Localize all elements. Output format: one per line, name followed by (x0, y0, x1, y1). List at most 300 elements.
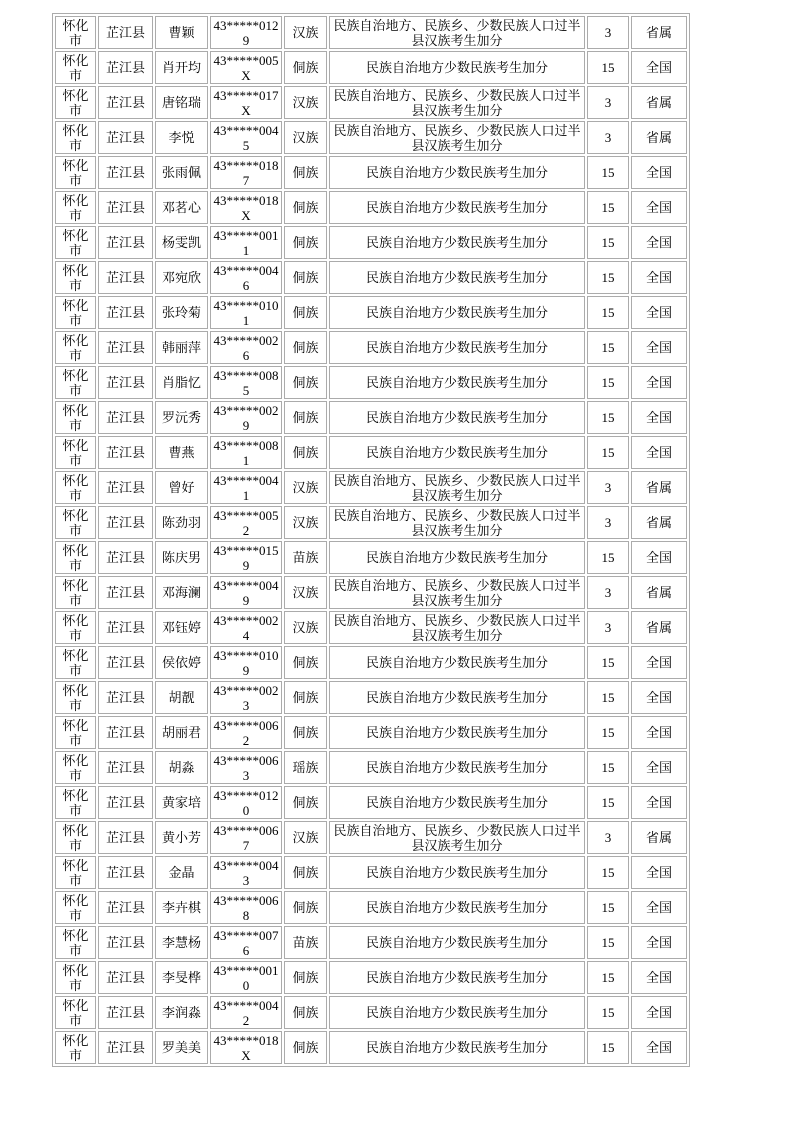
cell-city: 怀化市 (55, 821, 96, 854)
cell-county: 芷江县 (98, 16, 153, 49)
cell-bonus-reason: 民族自治地方少数民族考生加分 (329, 961, 585, 994)
id-number-main: 43*****018 (213, 1032, 279, 1048)
cell-ethnicity: 汉族 (284, 16, 327, 49)
table-row (55, 226, 687, 259)
cell-scope: 省属 (631, 576, 687, 609)
cell-id-number (210, 51, 282, 84)
cell-county: 芷江县 (98, 51, 153, 84)
cell-ethnicity: 瑶族 (284, 751, 327, 784)
cell-bonus-reason: 民族自治地方少数民族考生加分 (329, 261, 585, 294)
cell-ethnicity: 侗族 (284, 296, 327, 329)
table-row (55, 51, 687, 84)
cell-county: 芷江县 (98, 296, 153, 329)
cell-bonus-points: 15 (587, 261, 629, 294)
cell-student-name: 唐铭瑞 (155, 86, 208, 119)
cell-student-name: 曹颖 (155, 16, 208, 49)
cell-ethnicity: 侗族 (284, 156, 327, 189)
cell-ethnicity: 侗族 (284, 646, 327, 679)
cell-city: 怀化市 (55, 891, 96, 924)
cell-id-number (210, 751, 282, 784)
id-number-last-char: 2 (242, 732, 250, 748)
id-number-last-char: 9 (242, 557, 250, 573)
cell-ethnicity: 侗族 (284, 331, 327, 364)
id-number-main: 43*****010 (213, 647, 279, 663)
cell-county: 芷江县 (98, 156, 153, 189)
cell-city: 怀化市 (55, 296, 96, 329)
id-number-main: 43*****004 (213, 262, 279, 278)
cell-city: 怀化市 (55, 751, 96, 784)
cell-bonus-reason: 民族自治地方少数民族考生加分 (329, 296, 585, 329)
id-number-last-char: X (241, 207, 251, 223)
cell-city: 怀化市 (55, 541, 96, 574)
cell-student-name: 邓钰婷 (155, 611, 208, 644)
table-row (55, 296, 687, 329)
cell-student-name: 张玲菊 (155, 296, 208, 329)
cell-scope: 全国 (631, 191, 687, 224)
id-number-main: 43*****002 (213, 682, 279, 698)
cell-id-number (210, 296, 282, 329)
cell-bonus-points: 15 (587, 541, 629, 574)
cell-county: 芷江县 (98, 996, 153, 1029)
cell-student-name: 韩丽萍 (155, 331, 208, 364)
cell-ethnicity: 侗族 (284, 786, 327, 819)
cell-id-number (210, 366, 282, 399)
cell-county: 芷江县 (98, 541, 153, 574)
id-number-main: 43*****007 (213, 927, 279, 943)
cell-id-number (210, 86, 282, 119)
cell-student-name: 黄小芳 (155, 821, 208, 854)
table-row (55, 121, 687, 154)
cell-county: 芷江县 (98, 121, 153, 154)
cell-scope: 全国 (631, 891, 687, 924)
cell-city: 怀化市 (55, 401, 96, 434)
cell-id-number (210, 541, 282, 574)
cell-ethnicity: 侗族 (284, 226, 327, 259)
id-number-main: 43*****005 (213, 507, 279, 523)
cell-bonus-reason: 民族自治地方少数民族考生加分 (329, 891, 585, 924)
cell-bonus-points: 15 (587, 856, 629, 889)
cell-ethnicity: 侗族 (284, 996, 327, 1029)
cell-bonus-reason: 民族自治地方、民族乡、少数民族人口过半县汉族考生加分 (329, 86, 585, 119)
cell-city: 怀化市 (55, 506, 96, 539)
cell-city: 怀化市 (55, 331, 96, 364)
cell-city: 怀化市 (55, 471, 96, 504)
cell-id-number (210, 996, 282, 1029)
id-number-main: 43*****006 (213, 752, 279, 768)
cell-bonus-points: 15 (587, 331, 629, 364)
id-number-last-char: 8 (242, 907, 250, 923)
cell-ethnicity: 侗族 (284, 436, 327, 469)
cell-id-number (210, 261, 282, 294)
cell-bonus-reason: 民族自治地方少数民族考生加分 (329, 436, 585, 469)
cell-county: 芷江县 (98, 786, 153, 819)
id-number-last-char: 9 (242, 662, 250, 678)
cell-county: 芷江县 (98, 471, 153, 504)
bonus-points-table (52, 13, 690, 1067)
id-number-last-char: 3 (242, 697, 250, 713)
cell-scope: 全国 (631, 226, 687, 259)
cell-scope: 全国 (631, 926, 687, 959)
cell-student-name: 金晶 (155, 856, 208, 889)
cell-city: 怀化市 (55, 646, 96, 679)
cell-student-name: 肖脂忆 (155, 366, 208, 399)
cell-id-number (210, 786, 282, 819)
cell-bonus-reason: 民族自治地方、民族乡、少数民族人口过半县汉族考生加分 (329, 506, 585, 539)
cell-scope: 全国 (631, 996, 687, 1029)
cell-id-number (210, 926, 282, 959)
id-number-last-char: 2 (242, 522, 250, 538)
cell-bonus-points: 15 (587, 751, 629, 784)
cell-scope: 省属 (631, 16, 687, 49)
cell-county: 芷江县 (98, 191, 153, 224)
cell-student-name: 李悦 (155, 121, 208, 154)
cell-bonus-reason: 民族自治地方少数民族考生加分 (329, 401, 585, 434)
id-number-last-char: 9 (242, 592, 250, 608)
id-number-last-char: 3 (242, 767, 250, 783)
cell-county: 芷江县 (98, 261, 153, 294)
cell-ethnicity: 侗族 (284, 366, 327, 399)
cell-bonus-reason: 民族自治地方少数民族考生加分 (329, 1031, 585, 1064)
cell-bonus-reason: 民族自治地方少数民族考生加分 (329, 366, 585, 399)
table-row (55, 156, 687, 189)
cell-city: 怀化市 (55, 121, 96, 154)
cell-bonus-points: 15 (587, 926, 629, 959)
cell-bonus-points: 3 (587, 471, 629, 504)
cell-bonus-points: 15 (587, 786, 629, 819)
cell-bonus-points: 15 (587, 646, 629, 679)
cell-county: 芷江县 (98, 576, 153, 609)
cell-id-number (210, 401, 282, 434)
cell-county: 芷江县 (98, 751, 153, 784)
table-row (55, 16, 687, 49)
id-number-main: 43*****006 (213, 822, 279, 838)
cell-bonus-points: 15 (587, 716, 629, 749)
cell-id-number (210, 436, 282, 469)
cell-bonus-points: 15 (587, 681, 629, 714)
cell-id-number (210, 681, 282, 714)
cell-scope: 全国 (631, 856, 687, 889)
cell-county: 芷江县 (98, 86, 153, 119)
id-number-last-char: 7 (242, 172, 250, 188)
cell-city: 怀化市 (55, 996, 96, 1029)
cell-city: 怀化市 (55, 226, 96, 259)
cell-ethnicity: 侗族 (284, 51, 327, 84)
table-row (55, 541, 687, 574)
id-number-last-char: 5 (242, 137, 250, 153)
cell-bonus-points: 3 (587, 821, 629, 854)
cell-student-name: 杨雯凯 (155, 226, 208, 259)
cell-county: 芷江县 (98, 331, 153, 364)
table-row (55, 331, 687, 364)
cell-student-name: 黄家培 (155, 786, 208, 819)
cell-ethnicity: 汉族 (284, 471, 327, 504)
table-row (55, 716, 687, 749)
table-row (55, 436, 687, 469)
id-number-main: 43*****008 (213, 367, 279, 383)
table-row (55, 786, 687, 819)
cell-ethnicity: 侗族 (284, 191, 327, 224)
cell-city: 怀化市 (55, 261, 96, 294)
cell-student-name: 陈庆男 (155, 541, 208, 574)
cell-bonus-points: 3 (587, 576, 629, 609)
cell-bonus-points: 15 (587, 156, 629, 189)
cell-bonus-reason: 民族自治地方少数民族考生加分 (329, 996, 585, 1029)
table-row (55, 926, 687, 959)
cell-bonus-points: 15 (587, 191, 629, 224)
cell-bonus-reason: 民族自治地方少数民族考生加分 (329, 856, 585, 889)
cell-bonus-reason: 民族自治地方、民族乡、少数民族人口过半县汉族考生加分 (329, 611, 585, 644)
cell-ethnicity: 汉族 (284, 121, 327, 154)
id-number-last-char: 1 (242, 487, 250, 503)
cell-city: 怀化市 (55, 926, 96, 959)
table-row (55, 576, 687, 609)
cell-city: 怀化市 (55, 681, 96, 714)
id-number-main: 43*****002 (213, 612, 279, 628)
cell-id-number (210, 16, 282, 49)
cell-id-number (210, 121, 282, 154)
id-number-main: 43*****017 (213, 87, 279, 103)
id-number-last-char: X (241, 67, 251, 83)
cell-scope: 全国 (631, 401, 687, 434)
table-row (55, 401, 687, 434)
cell-student-name: 邓海澜 (155, 576, 208, 609)
cell-scope: 全国 (631, 436, 687, 469)
cell-scope: 省属 (631, 121, 687, 154)
id-number-main: 43*****008 (213, 437, 279, 453)
id-number-last-char: 7 (242, 837, 250, 853)
table-row (55, 891, 687, 924)
cell-student-name: 肖开均 (155, 51, 208, 84)
cell-bonus-reason: 民族自治地方少数民族考生加分 (329, 751, 585, 784)
cell-scope: 省属 (631, 86, 687, 119)
cell-student-name: 胡靓 (155, 681, 208, 714)
id-number-main: 43*****018 (213, 157, 279, 173)
cell-bonus-points: 15 (587, 436, 629, 469)
cell-county: 芷江县 (98, 821, 153, 854)
cell-id-number (210, 821, 282, 854)
cell-id-number (210, 506, 282, 539)
cell-student-name: 侯依婷 (155, 646, 208, 679)
id-number-last-char: 6 (242, 942, 250, 958)
cell-id-number (210, 576, 282, 609)
cell-bonus-points: 3 (587, 16, 629, 49)
cell-student-name: 罗沅秀 (155, 401, 208, 434)
cell-ethnicity: 侗族 (284, 681, 327, 714)
cell-county: 芷江县 (98, 716, 153, 749)
cell-county: 芷江县 (98, 856, 153, 889)
table-row (55, 856, 687, 889)
table-row (55, 996, 687, 1029)
cell-bonus-reason: 民族自治地方少数民族考生加分 (329, 681, 585, 714)
cell-ethnicity: 汉族 (284, 86, 327, 119)
cell-bonus-points: 3 (587, 86, 629, 119)
cell-student-name: 邓茗心 (155, 191, 208, 224)
table-row (55, 86, 687, 119)
id-number-main: 43*****004 (213, 472, 279, 488)
cell-student-name: 李旻桦 (155, 961, 208, 994)
cell-bonus-reason: 民族自治地方、民族乡、少数民族人口过半县汉族考生加分 (329, 821, 585, 854)
cell-bonus-points: 3 (587, 506, 629, 539)
cell-county: 芷江县 (98, 436, 153, 469)
cell-id-number (210, 611, 282, 644)
id-number-main: 43*****002 (213, 332, 279, 348)
cell-scope: 全国 (631, 261, 687, 294)
cell-city: 怀化市 (55, 51, 96, 84)
cell-county: 芷江县 (98, 1031, 153, 1064)
cell-bonus-points: 15 (587, 961, 629, 994)
cell-scope: 省属 (631, 611, 687, 644)
cell-student-name: 胡淼 (155, 751, 208, 784)
cell-bonus-reason: 民族自治地方、民族乡、少数民族人口过半县汉族考生加分 (329, 121, 585, 154)
cell-scope: 全国 (631, 51, 687, 84)
cell-county: 芷江县 (98, 646, 153, 679)
table-row (55, 191, 687, 224)
cell-city: 怀化市 (55, 86, 96, 119)
cell-ethnicity: 汉族 (284, 576, 327, 609)
cell-id-number (210, 471, 282, 504)
cell-scope: 全国 (631, 751, 687, 784)
cell-bonus-reason: 民族自治地方少数民族考生加分 (329, 786, 585, 819)
id-number-main: 43*****004 (213, 857, 279, 873)
cell-city: 怀化市 (55, 856, 96, 889)
cell-county: 芷江县 (98, 961, 153, 994)
cell-scope: 省属 (631, 821, 687, 854)
cell-scope: 全国 (631, 366, 687, 399)
cell-scope: 全国 (631, 961, 687, 994)
id-number-last-char: 5 (242, 382, 250, 398)
cell-bonus-points: 15 (587, 296, 629, 329)
id-number-last-char: 0 (242, 977, 250, 993)
cell-ethnicity: 侗族 (284, 856, 327, 889)
id-number-last-char: X (241, 1047, 251, 1063)
cell-scope: 全国 (631, 1031, 687, 1064)
cell-id-number (210, 226, 282, 259)
table-row (55, 646, 687, 679)
cell-id-number (210, 856, 282, 889)
cell-bonus-reason: 民族自治地方少数民族考生加分 (329, 226, 585, 259)
id-number-last-char: 1 (242, 452, 250, 468)
cell-id-number (210, 156, 282, 189)
cell-ethnicity: 侗族 (284, 961, 327, 994)
id-number-main: 43*****004 (213, 997, 279, 1013)
cell-county: 芷江县 (98, 611, 153, 644)
cell-scope: 全国 (631, 786, 687, 819)
cell-id-number (210, 191, 282, 224)
cell-ethnicity: 侗族 (284, 716, 327, 749)
cell-city: 怀化市 (55, 611, 96, 644)
cell-city: 怀化市 (55, 191, 96, 224)
cell-county: 芷江县 (98, 506, 153, 539)
cell-city: 怀化市 (55, 576, 96, 609)
table-row (55, 681, 687, 714)
cell-bonus-points: 15 (587, 51, 629, 84)
id-number-main: 43*****006 (213, 717, 279, 733)
cell-bonus-points: 15 (587, 366, 629, 399)
cell-bonus-reason: 民族自治地方、民族乡、少数民族人口过半县汉族考生加分 (329, 16, 585, 49)
id-number-main: 43*****002 (213, 402, 279, 418)
table-row (55, 261, 687, 294)
cell-county: 芷江县 (98, 226, 153, 259)
cell-student-name: 曹燕 (155, 436, 208, 469)
cell-student-name: 李润淼 (155, 996, 208, 1029)
id-number-main: 43*****006 (213, 892, 279, 908)
cell-ethnicity: 苗族 (284, 926, 327, 959)
id-number-last-char: X (241, 102, 251, 118)
table-row (55, 366, 687, 399)
cell-city: 怀化市 (55, 961, 96, 994)
cell-ethnicity: 汉族 (284, 821, 327, 854)
cell-id-number (210, 961, 282, 994)
cell-bonus-points: 15 (587, 226, 629, 259)
cell-student-name: 李卉棋 (155, 891, 208, 924)
cell-scope: 省属 (631, 471, 687, 504)
cell-city: 怀化市 (55, 1031, 96, 1064)
id-number-main: 43*****012 (213, 787, 279, 803)
cell-ethnicity: 汉族 (284, 611, 327, 644)
cell-bonus-reason: 民族自治地方少数民族考生加分 (329, 331, 585, 364)
table-row (55, 1031, 687, 1064)
id-number-main: 43*****001 (213, 962, 279, 978)
table-row (55, 611, 687, 644)
id-number-main: 43*****018 (213, 192, 279, 208)
id-number-main: 43*****015 (213, 542, 279, 558)
cell-student-name: 罗美美 (155, 1031, 208, 1064)
cell-bonus-reason: 民族自治地方少数民族考生加分 (329, 191, 585, 224)
table-row (55, 506, 687, 539)
cell-scope: 全国 (631, 156, 687, 189)
cell-id-number (210, 716, 282, 749)
cell-ethnicity: 侗族 (284, 401, 327, 434)
id-number-last-char: 0 (242, 802, 250, 818)
cell-bonus-points: 15 (587, 401, 629, 434)
bonus-points-table-body (55, 16, 687, 1064)
id-number-main: 43*****005 (213, 52, 279, 68)
cell-county: 芷江县 (98, 926, 153, 959)
cell-bonus-reason: 民族自治地方、民族乡、少数民族人口过半县汉族考生加分 (329, 471, 585, 504)
cell-student-name: 曾好 (155, 471, 208, 504)
cell-student-name: 邓宛欣 (155, 261, 208, 294)
id-number-last-char: 2 (242, 1012, 250, 1028)
cell-ethnicity: 苗族 (284, 541, 327, 574)
id-number-main: 43*****004 (213, 577, 279, 593)
cell-ethnicity: 汉族 (284, 506, 327, 539)
id-number-main: 43*****010 (213, 297, 279, 313)
table-row (55, 961, 687, 994)
cell-ethnicity: 侗族 (284, 261, 327, 294)
cell-county: 芷江县 (98, 681, 153, 714)
cell-city: 怀化市 (55, 366, 96, 399)
cell-scope: 全国 (631, 681, 687, 714)
cell-bonus-reason: 民族自治地方少数民族考生加分 (329, 926, 585, 959)
cell-bonus-reason: 民族自治地方少数民族考生加分 (329, 156, 585, 189)
cell-city: 怀化市 (55, 716, 96, 749)
cell-bonus-reason: 民族自治地方少数民族考生加分 (329, 51, 585, 84)
id-number-last-char: 9 (242, 417, 250, 433)
id-number-last-char: 4 (242, 627, 250, 643)
cell-id-number (210, 1031, 282, 1064)
cell-bonus-points: 3 (587, 121, 629, 154)
cell-county: 芷江县 (98, 366, 153, 399)
id-number-last-char: 3 (242, 872, 250, 888)
id-number-main: 43*****001 (213, 227, 279, 243)
id-number-last-char: 9 (242, 32, 250, 48)
cell-bonus-reason: 民族自治地方少数民族考生加分 (329, 716, 585, 749)
cell-city: 怀化市 (55, 156, 96, 189)
cell-student-name: 张雨佩 (155, 156, 208, 189)
cell-bonus-points: 15 (587, 996, 629, 1029)
cell-id-number (210, 891, 282, 924)
cell-id-number (210, 646, 282, 679)
